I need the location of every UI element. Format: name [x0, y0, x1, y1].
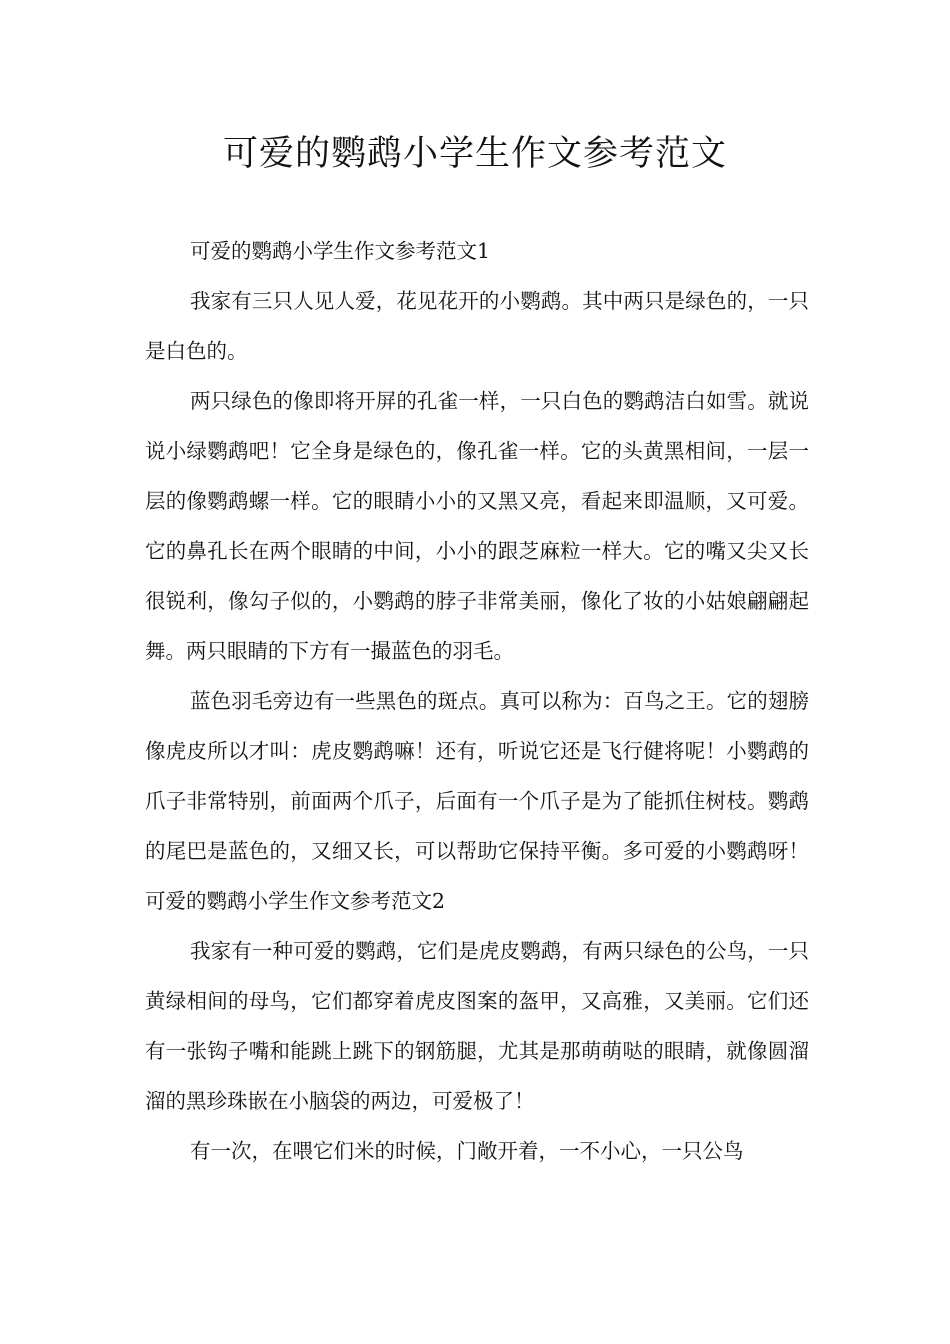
paragraph: 两只绿色的像即将开屏的孔雀一样，一只白色的鹦鹉洁白如雪。就说说小绿鹦鹉吧！它全身是绿色的，像孔雀一样。它的头黄黑相间，一层一层的像鹦鹉螺一样。它的眼睛小小的又黑又亮，看起来即温顺，又可爱。它的鼻孔长在两个眼睛的中间，小小的跟芝麻粒一样大。它的嘴又尖又长很锐利，像勾子似的，小鹦鹉的脖子非常美丽，像化了妆的小姑娘翩翩起舞。两只眼睛的下方有一撮蓝色的羽毛。 — [145, 389, 809, 663]
paragraph: 有一次，在喂它们米的时候，门敞开着，一不小心，一只公鸟 — [190, 1139, 744, 1163]
paragraph: 蓝色羽毛旁边有一些黑色的斑点。真可以称为：百鸟之王。它的翅膀像虎皮所以才叫：虎皮鹦鹉嘛！还有，听说它还是飞行健将呢！小鹦鹉的爪子非常特别，前面两个爪子，后面有一个爪子是为了能抓住树枝。鹦鹉的尾巴是蓝色的，又细又长，可以帮助它保持平衡。多可爱的小鹦鹉呀！可爱的鹦鹉小学生作文参考范文2 — [145, 689, 809, 913]
paragraph: 我家有一种可爱的鹦鹉，它们是虎皮鹦鹉，有两只绿色的公鸟，一只黄绿相间的母鸟，它们都穿着虎皮图案的盔甲，又高雅，又美丽。它们还有一张钩子嘴和能跳上跳下的钢筋腿，尤其是那萌萌哒的眼睛，就像圆溜溜的黑珍珠嵌在小脑袋的两边，可爱极了！ — [145, 939, 809, 1113]
paragraph: 我家有三只人见人爱，花见花开的小鹦鹉。其中两只是绿色的，一只是白色的。 — [145, 289, 809, 363]
paragraph-heading-1: 可爱的鹦鹉小学生作文参考范文1 — [190, 239, 491, 263]
document-title: 可爱的鹦鹉小学生作文参考范文 — [222, 134, 727, 174]
document-body — [145, 226, 809, 1176]
